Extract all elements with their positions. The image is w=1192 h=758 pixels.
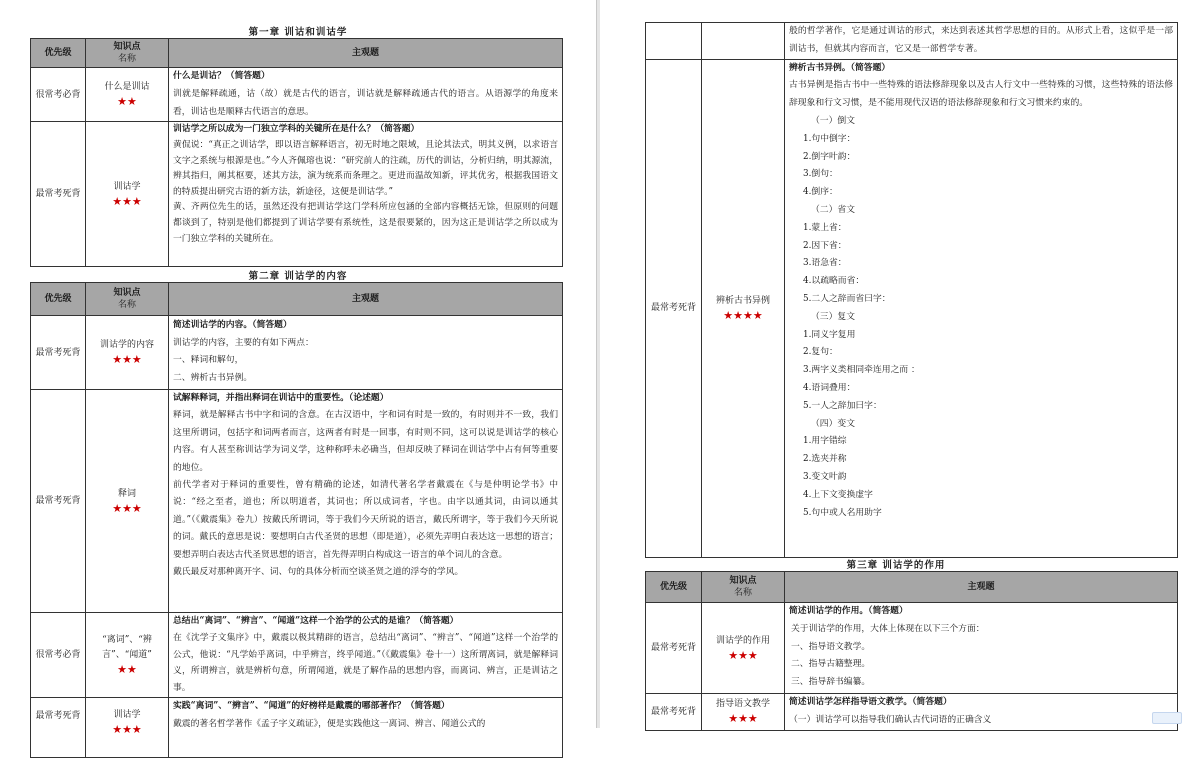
answer-line: （三）复文 <box>811 311 855 322</box>
answer-cell <box>169 68 563 122</box>
answer-cell <box>169 390 563 613</box>
kp-label: 训诂学的作用 <box>715 635 770 646</box>
left-page <box>0 0 596 736</box>
answer-cell <box>169 697 563 757</box>
answer-line: 一、指导语文教学。 <box>791 641 871 652</box>
answer-line: 3.语急省： <box>803 258 847 269</box>
star-rating: ★★★ <box>728 648 758 662</box>
chapter-3-title: 第三章 训诂学的作用 <box>846 560 946 571</box>
answer-line: 4.以疏略而省： <box>803 276 865 287</box>
chapter-3-table <box>645 571 1178 731</box>
table-row <box>31 697 563 757</box>
kp-cell <box>702 603 785 694</box>
answer-text: 戴震的著名哲学著作《孟子字义疏证》，便是实践他这一离词、辨言、闻道公式的 <box>173 718 486 729</box>
table-row <box>646 694 1178 731</box>
star-rating: ★★★ <box>112 501 142 515</box>
header-row <box>31 39 563 68</box>
kp-label: 释词 <box>117 488 136 499</box>
table-row <box>31 390 563 613</box>
kp-cell <box>86 613 169 698</box>
kp-label: “离词”、“辨言”、“闻道” <box>102 634 152 660</box>
star-rating: ★★★ <box>112 722 142 736</box>
answer-text: 训诂学的内容，主要的有如下两点： <box>173 337 314 348</box>
answer-line: 1.句中倒字： <box>803 133 856 144</box>
answer-line: （一）训诂学可以指导我们确认古代词语的正确含义 <box>789 714 992 725</box>
answer-text: 一、释词和解句， <box>173 355 244 366</box>
table-row <box>646 603 1178 694</box>
answer-line: 4.倒序： <box>803 187 838 198</box>
header-kp-sub: 名称 <box>117 54 136 64</box>
question-heading: 训诂学之所以成为一门独立学科的关键所在是什么？（简答题） <box>173 124 420 135</box>
kp-label: 训诂学的内容 <box>99 340 154 350</box>
kp-cell <box>86 122 169 267</box>
kp-cell <box>86 390 169 613</box>
header-kp <box>86 39 169 68</box>
answer-line: 5.一人之辞加曰字： <box>803 400 882 411</box>
chapter-2-title: 第二章 训诂学的内容 <box>248 271 348 282</box>
question-heading: 实践“离词”、“辨言”、“闻道”的好榜样是戴震的哪部著作？（简答题） <box>173 700 450 711</box>
star-rating: ★★★★ <box>723 308 763 322</box>
priority-cell: 最常考死背 <box>31 390 86 613</box>
answer-text: 前代学者对于释词的重要性，曾有精确的论述，如清代著名学者戴震在《与是仲明论学书》中说：“经之至者，道也；所以明道者，其词也；所以成词者，字也。由字以通其词，由词以通其道。”（《戴震集》卷九）按戴氏所谓词，等于我们今天所说的语言，戴氏所谓字，等于我们今天所说的词。戴氏的意思是说：要想明白古代圣贤的思想（即是道），必须先弄明白表达这一思想的语言；要想弄明白表达古代圣贤思想的语言，首先得弄明白构成这一语言的单个词儿的含意。 <box>173 480 558 560</box>
question-heading: 总结出“离词”、“辨言”、“闻道”这样一个治学的公式的是谁？（简答题） <box>173 616 459 626</box>
answer-cell <box>785 23 1178 60</box>
header-kp-title: 知识点 <box>113 288 141 298</box>
header-kp-sub: 名称 <box>733 588 752 598</box>
answer-text: 在《沈学子文集序》中，戴震以极其精辟的语言，总结出“离词”、“辨言”、“闻道”这样一个治学的公式，他说：“凡学始乎离词，中乎辨言，终乎闻道。”（《戴震集》卷十一）这所谓离词，就是解释词义，所谓辨言，就是辨析句意，所谓闻道，就是了解作品的思想内容，而离词、辨言，正是训诂之事。 <box>173 632 558 694</box>
kp-cell <box>702 23 785 60</box>
answer-line: 3.变文叶韵 <box>803 471 847 482</box>
answer-line: （二）省文 <box>811 204 855 215</box>
table-row <box>646 59 1178 557</box>
kp-label: 训诂学 <box>113 181 141 192</box>
star-rating: ★★★ <box>728 712 758 726</box>
answer-line: 3.倒句： <box>803 169 838 180</box>
answer-text: 般的哲学著作，它是通过训诂的形式，来达到表述其哲学思想的目的。从形式上看，这似乎是一部训诂书，但就其内容而言，它又是一部哲学专著。 <box>789 26 1173 54</box>
chapter-2-table-continued <box>645 22 1178 558</box>
header-kp-title: 知识点 <box>113 42 141 52</box>
kp-cell <box>86 68 169 122</box>
header-topic: 主观题 <box>785 572 1178 603</box>
answer-line: 2.倒字叶韵： <box>803 151 856 162</box>
answer-line: 2.选夹并称 <box>803 454 847 465</box>
header-row <box>31 283 563 316</box>
answer-line: （一）倒文 <box>811 115 855 126</box>
question-heading: 什么是训诂？（简答题） <box>173 71 270 81</box>
answer-text: 戴氏最反对那种离开字、词、句的具体分析而空谈圣贤之道的浮夸的学风。 <box>173 567 464 578</box>
answer-line: （四）变文 <box>811 418 855 429</box>
table-row <box>31 316 563 390</box>
star-rating: ★★ <box>117 662 137 676</box>
kp-cell <box>86 316 169 390</box>
answer-line: 5.句中或人名用助字 <box>803 507 882 518</box>
table-row <box>31 122 563 267</box>
answer-line: 5.二人之辞而省曰字： <box>803 293 891 304</box>
table-row <box>31 68 563 122</box>
header-priority: 优先级 <box>31 39 86 68</box>
answer-text: 二、辨析古书异例。 <box>173 372 253 383</box>
answer-line: 1.用字错综 <box>803 436 847 447</box>
answer-line: 2.复句： <box>803 347 838 358</box>
question-heading: 简述训诂学怎样指导语文教学。（简答题） <box>789 697 952 707</box>
priority-cell: 最常考死背 <box>31 316 86 390</box>
kp-label: 训诂学 <box>113 709 141 720</box>
question-heading: 试解释释词，并指出释词在训诂中的重要性。（论述题） <box>173 393 389 403</box>
question-heading: 简述训诂学的内容。（简答题） <box>173 320 292 330</box>
priority-cell: 很常考必背 <box>31 613 86 698</box>
answer-text: 黄、齐两位先生的话，虽然还没有把训诂学这门学科所应包涵的全部内容概括无馀，但原则的问题都谈到了，特别是他们都提到了训诂学要有系统性，这是很要紧的，因为这正是训诂学之所以成为一门独立学科的关键所在。 <box>173 202 558 244</box>
question-heading: 简述训诂学的作用。（简答题） <box>789 606 908 616</box>
question-heading: 辨析古书异例。（简答题） <box>789 62 891 73</box>
star-rating: ★★★ <box>112 353 142 366</box>
header-topic: 主观题 <box>169 39 563 68</box>
kp-cell <box>702 694 785 731</box>
star-rating: ★★★ <box>112 194 142 208</box>
header-kp <box>86 283 169 316</box>
answer-cell <box>169 613 563 698</box>
kp-cell <box>86 697 169 757</box>
header-row <box>646 572 1178 603</box>
table-row <box>646 23 1178 60</box>
answer-cell <box>169 122 563 267</box>
answer-line: 2.因下省： <box>803 240 847 251</box>
kp-label: 辨析古书异例 <box>715 295 770 306</box>
kp-label: 指导语文教学 <box>715 699 770 710</box>
star-rating: ★★ <box>117 95 137 109</box>
priority-cell: 最常考死背 <box>31 122 86 267</box>
answer-text: 训就是解释疏通，诂（故）就是古代的语言，训诂就是解释疏通古代的语言。从语源学的角度来看，训诂也是顺释古代语言的意思。 <box>173 88 558 117</box>
answer-line: 二、指导古籍整理。 <box>791 659 871 670</box>
table-row <box>31 613 563 698</box>
answer-cell <box>785 59 1178 557</box>
header-priority: 优先级 <box>31 283 86 316</box>
priority-cell: 最常考死背 <box>646 59 702 557</box>
priority-cell: 最常考死背 <box>646 694 702 731</box>
header-kp-title: 知识点 <box>729 576 757 586</box>
right-page <box>600 0 1192 728</box>
answer-line: 关于训诂学的作用，大体上体现在以下三个方面： <box>791 623 985 634</box>
answer-line: 三、指导辞书编纂。 <box>791 677 871 688</box>
answer-cell <box>785 694 1178 731</box>
kp-label: 什么是训诂 <box>104 82 150 93</box>
priority-cell <box>646 23 702 60</box>
answer-text: 黄侃说：“真正之训诂学，即以语言解释语言，初无时地之限域，且论其法式，明其义例，以求语言文字之系统与根源是也。”今人齐佩瑢也说：“研究前人的注疏，历代的训诂，分析归纳，明其源流，辨其指归，阐其枢要，述其方法，演为统系而条理之。更进而温故知新，评其优劣，根据我国语文的特质提出研究古语的新方法，新途径，这便是训诂学。” <box>173 139 558 197</box>
answer-cell <box>169 316 563 390</box>
answer-line: 4.上下文变换虚字 <box>803 489 873 500</box>
answer-cell <box>785 603 1178 694</box>
header-kp-sub: 名称 <box>117 300 136 310</box>
answer-line: 1.蒙上省： <box>803 222 847 233</box>
header-topic: 主观题 <box>169 283 563 316</box>
answer-text: 释词，就是解释古书中字和词的含意。在古汉语中，字和词有时是一致的，有时则并不一致，我们这里所谓词，包括字和词两者而言，这两者有时是一回事，有时则不同，这可以说是训诂学的核心内容。有人甚至称训诂学为词义学，这种称呼未必确当，但却反映了释词在训诂学中占有何等重要的地位。 <box>173 410 558 473</box>
corner-badge <box>1152 712 1182 724</box>
priority-cell: 最常考死背 <box>31 697 86 757</box>
answer-line: 4.语词叠用： <box>803 382 856 393</box>
answer-line: 3.两字义类相同牵连用之而 ： <box>803 365 920 376</box>
chapter-1-table <box>30 38 563 267</box>
priority-cell: 很常考必背 <box>31 68 86 122</box>
answer-line: 1.同义字复用 <box>803 329 856 340</box>
answer-text: 古书异例是指古书中一些特殊的语法修辞现象以及古人行文中一些特殊的习惯，这些特殊的语法修辞现象和行文习惯，是不能用现代汉语的语法修辞现象和行文习惯来约束的。 <box>789 80 1173 109</box>
priority-cell: 最常考死背 <box>646 603 702 694</box>
chapter-2-table <box>30 282 563 758</box>
header-priority: 优先级 <box>646 572 702 603</box>
kp-cell <box>702 59 785 557</box>
header-kp <box>702 572 785 603</box>
chapter-1-title: 第一章 训诂和训诂学 <box>248 27 348 38</box>
